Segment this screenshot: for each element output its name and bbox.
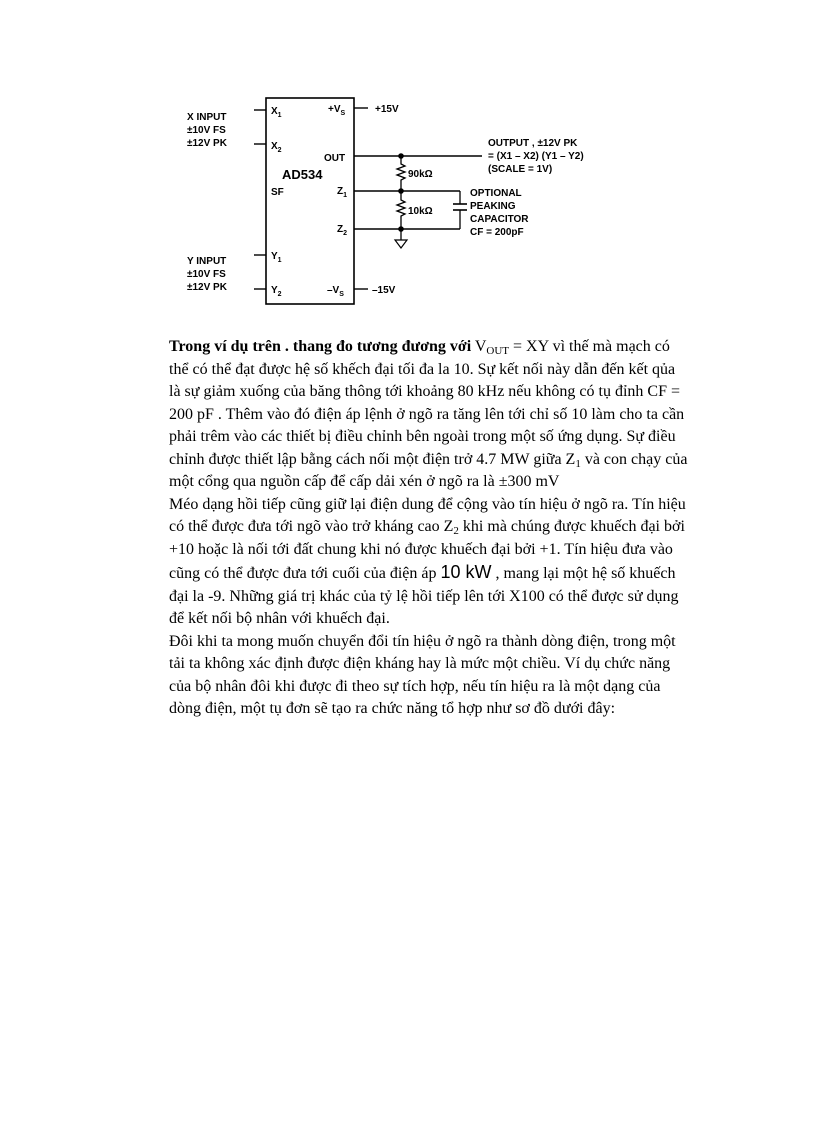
ten-kw-value: 10 kW — [440, 562, 492, 582]
x-input-label-3: ±12V PK — [187, 138, 227, 149]
paragraph-1-text-b: và con chạy của một cổng qua nguồn cấp để cấp dải xén ở ngõ ra là ±300 mV — [169, 450, 688, 490]
x-input-label-1: X INPUT — [187, 112, 227, 123]
ground-icon — [395, 240, 407, 248]
optional-label-1: OPTIONAL — [470, 188, 522, 199]
supply-minus-label: –15V — [372, 285, 396, 296]
r1-label: 90kΩ — [408, 169, 433, 180]
output-label-1: OUTPUT , ±12V PK — [488, 138, 578, 149]
y-input-label-1: Y INPUT — [187, 256, 227, 267]
resistor-10k — [397, 191, 405, 240]
paragraph-1-text-a: vì thế mà mạch có thể có thể đạt được hệ số khếch đại tối đa la 10. Sự kết nối này dẫn đến kết qủa là sự giảm xuống của băng thông tới khoảng 80 kHz nếu không có tụ đỉnh CF = 200 pF . Thêm vào đó điện áp lệnh ở ngõ ra tăng lên tới chỉ số 10 làm cho ta cần phải trêm vào các thiết bị điều chỉnh bên ngoài trong một số ứng dụng. Sự điều chỉnh được thiết lập bằng cách nối một điện trở 4.7 MW giữa Z — [169, 338, 685, 468]
paragraph-2 — [145, 494, 690, 631]
pin-z2: $Z_2$ — [337, 224, 348, 237]
vout-subscript: OUT — [486, 345, 510, 357]
pin-vs-plus: $+V_S$ — [328, 104, 346, 117]
optional-label-3: CAPACITOR — [470, 214, 529, 225]
paragraph-1-bold-lead: Trong ví dụ trên . thang đo tương đương với — [169, 338, 472, 355]
resistor-90k — [397, 156, 405, 191]
chip-body — [266, 98, 354, 304]
output-label-2: = (X1 – X2) (Y1 – Y2) — [488, 151, 584, 162]
pin-y1: $Y_1$ — [271, 251, 282, 264]
pin-y2: $Y_2$ — [271, 285, 282, 298]
paragraph-2-text-c: , mang lại một hệ số khuếch đại la -9. Những giá trị khác của tỷ lệ hồi tiếp lên tới X100 có thể được sử dụng để kết nối bộ nhân với khuếch đại. — [169, 565, 679, 627]
pin-sf: SF — [271, 187, 284, 198]
pin-x1: $X_1$ — [271, 106, 282, 119]
pin-out: OUT — [324, 153, 346, 164]
r2-label: 10kΩ — [408, 206, 433, 217]
pin-x2: $X_2$ — [271, 141, 282, 154]
z2-subscript: 2 — [453, 525, 459, 537]
document-body — [145, 336, 690, 721]
vout-symbol: V — [474, 338, 487, 355]
z1-subscript: 1 — [575, 457, 581, 470]
optional-label-2: PEAKING — [470, 201, 516, 212]
optional-label-4: CF = 200pF — [470, 227, 524, 238]
paragraph-3: Đôi khi ta mong muốn chuyển đổi tín hiệu ở ngõ ra thành dòng điện, trong một tải ta không xác định được điện kháng hay là mức một chiều. Ví dụ chức năng của bộ nhân đôi khi được đi theo sự tích hợp, nếu tín hiệu ra là một dạng của dòng điện, một tụ đơn sẽ tạo ra chức năng tổ hợp như sơ đồ dưới đây: — [169, 632, 676, 717]
paragraph-2-text-b: khi mà chúng được khuếch đại bởi +10 hoặc là nối tới đất chung khi nó được khuếch đại bởi +1. Tín hiệu đưa vào cũng có thể được đưa tới cuối của điện áp — [169, 518, 685, 582]
supply-plus-label: +15V — [375, 104, 399, 115]
circuit-svg — [170, 92, 584, 314]
paragraph-2-text-a: Méo dạng hồi tiếp cũng giữ lại điện dung để cộng vào tín hiệu ở ngõ ra. Tín hiệu có thể được đưa tới ngõ vào trở kháng cao Z — [169, 495, 686, 535]
paragraph-1 — [145, 336, 690, 494]
pin-z1: $Z_1$ — [337, 186, 348, 199]
ad534-circuit-diagram — [170, 92, 584, 314]
x-input-label-2: ±10V FS — [187, 125, 226, 136]
vout-equation: = XY — [509, 338, 549, 355]
chip-name: AD534 — [282, 167, 323, 182]
y-input-label-3: ±12V PK — [187, 282, 227, 293]
y-input-label-2: ±10V FS — [187, 269, 226, 280]
output-label-3: (SCALE = 1V) — [488, 164, 553, 175]
pin-vs-minus: $-V_S$ — [327, 285, 344, 298]
